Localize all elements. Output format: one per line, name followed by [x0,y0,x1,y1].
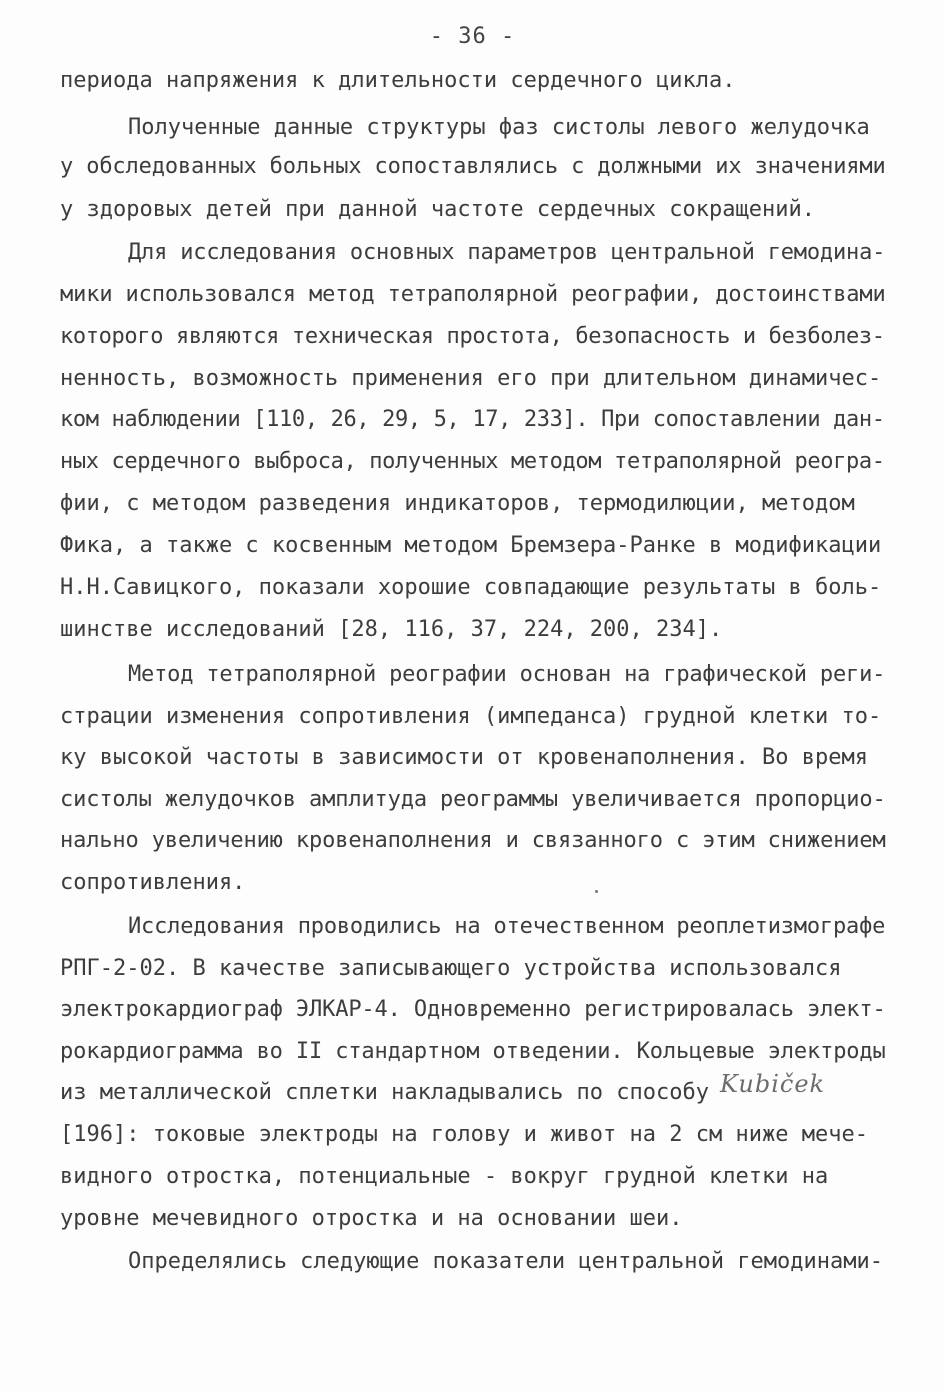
text-line: которого являются техническая простота, безопасность и безболез- [60,324,885,349]
text-line: периода напряжения к длительности сердечного цикла. [60,68,736,93]
text-line: электрокардиограф ЭЛКАР-4. Одновременно регистрировалась элект- [60,997,886,1022]
text-line: уровне мечевидного отростка и на основании шеи. [60,1206,683,1231]
text-line: РПГ-2-02. В качестве записывающего устройства использовался [60,956,842,981]
stray-mark [595,890,598,893]
text-line: видного отростка, потенциальные - вокруг грудной клетки на [60,1164,829,1189]
text-line: у обследованных больных сопоставлялись с должными их значениями [60,154,886,179]
text-line: [196]: токовые электроды на голову и живот на 2 см ниже мече- [60,1122,868,1147]
text-line: Полученные данные структуры фаз систолы левого желудочка [128,115,870,140]
text-line: ку высокой частоты в зависимости от кровенаполнения. Во время [60,745,868,770]
text-line: нально увеличению кровенаполнения и связанного с этим снижением [60,828,886,853]
text-line: ненность, возможность применения его при длительном динамичес- [60,366,882,391]
text-line: Н.Н.Савицкого, показали хорошие совпадающие результаты в боль- [60,575,882,600]
handwritten-name: Kubiček [720,1070,826,1098]
text-line: Метод тетраполярной реографии основан на графической реги- [128,662,886,687]
text-line: систолы желудочков амплитуда реограммы увеличивается пропорцио- [60,787,886,812]
text-line: Исследования проводились на отечественном реоплетизмографе [128,914,886,939]
text-line: ных сердечного выброса, полученных методом тетраполярной реогра- [60,449,885,474]
text-line: шинстве исследований [28, 116, 37, 224, 200, 234]. [60,617,723,642]
text-line: у здоровых детей при данной частоте сердечных сокращений. [60,197,815,222]
text-line: Для исследования основных параметров центральной гемодина- [128,240,886,265]
text-line: из металлической сплетки накладывались по способу [60,1080,710,1105]
text-line: ком наблюдении [110, 26, 29, 5, 17, 233]. При сопоставлении дан- [60,407,885,432]
text-line: Определялись следующие показатели центральной гемодинами- [128,1249,883,1274]
text-line: Фика, а также с косвенным методом Бремзера-Ранке в модификации [60,533,882,558]
text-line: сопротивления. [60,870,246,895]
text-line: мики использовался метод тетраполярной реографии, достоинствами [60,282,886,307]
page-number: - 36 - [429,24,516,49]
text-line: страции изменения сопротивления (импеданса) грудной клетки то- [60,704,882,729]
text-line: рокардиограмма во II стандартном отведении. Кольцевые электроды [60,1039,886,1064]
text-line: фии, с методом разведения индикаторов, термодилюции, методом [60,491,855,516]
